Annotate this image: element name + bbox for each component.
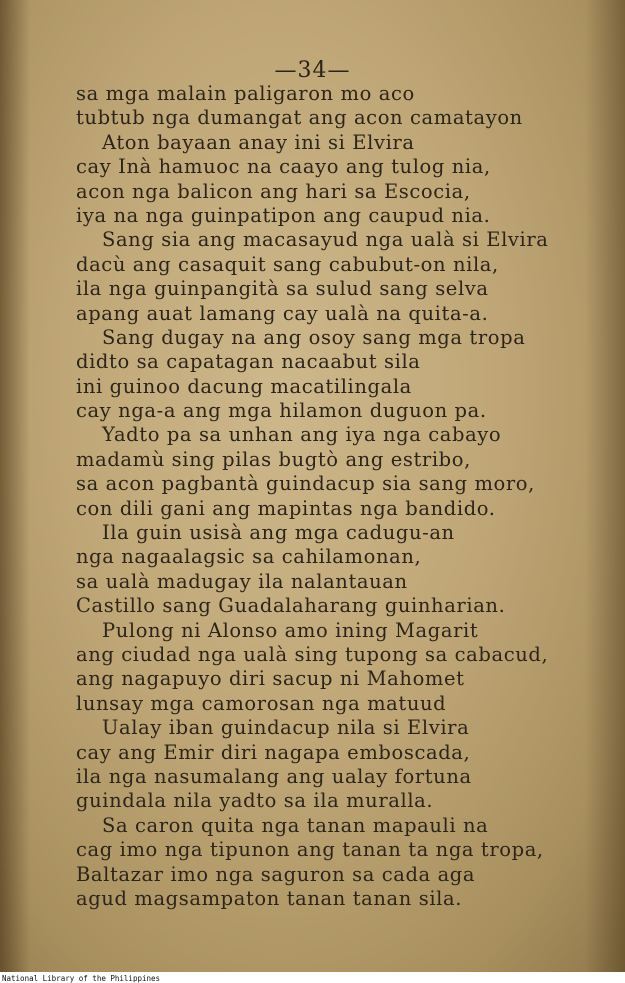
verse-line: apang auat lamang cay ualà na quita-a. bbox=[76, 301, 489, 325]
verse-line: Ila guin usisà ang mga cadugu-an bbox=[102, 521, 455, 545]
verse-line: Pulong ni Alonso amo ining Magarit bbox=[102, 618, 479, 642]
verse-line: lunsay mga camorosan nga matuud bbox=[76, 691, 447, 715]
verse-line: cay Inà hamuoc na caayo ang tulog nia, bbox=[76, 155, 491, 179]
verse-line: Sa caron quita nga tanan mapauli na bbox=[102, 813, 489, 837]
verse-line: cag imo nga tipunon ang tanan ta nga tropa, bbox=[76, 838, 544, 862]
verse-line: dacù ang casaquit sang cabubut-on nila, bbox=[76, 252, 499, 276]
verse-line: Castillo sang Guadalaharang guinharian. bbox=[76, 594, 506, 618]
verse-line: ila nga nasumalang ang ualay fortuna bbox=[76, 764, 472, 788]
verse-line: agud magsampaton tanan tanan sila. bbox=[76, 886, 463, 910]
verse-line: Baltazar imo nga saguron sa cada aga bbox=[76, 862, 476, 886]
verse-line: cay nga-a ang mga hilamon duguon pa. bbox=[76, 399, 487, 423]
verse-line: con dili gani ang mapintas nga bandido. bbox=[76, 496, 496, 520]
verse-line: didto sa capatagan nacaabut sila bbox=[76, 350, 421, 374]
verse-text bbox=[0, 82, 625, 911]
verse-line: sa ualà madugay ila nalantauan bbox=[76, 569, 408, 593]
verse-line: sa mga malain paligaron mo aco bbox=[76, 82, 415, 105]
verse-line: Sang sia ang macasayud nga ualà si Elvira bbox=[102, 228, 549, 252]
verse-line: tubtub nga dumangat ang acon camatayon bbox=[76, 106, 523, 130]
verse-line: Ualay iban guindacup nila si Elvira bbox=[102, 716, 470, 740]
verse-line: ila nga guinpangità sa sulud sang selva bbox=[76, 277, 489, 301]
verse-line: cay ang Emir diri nagapa emboscada, bbox=[76, 740, 471, 764]
verse-line: Aton bayaan anay ini si Elvira bbox=[102, 130, 415, 154]
verse-line: guindala nila yadto sa ila muralla. bbox=[76, 789, 434, 813]
verse-line: sa acon pagbantà guindacup sia sang moro, bbox=[76, 472, 535, 496]
verse-line: Yadto pa sa unhan ang iya nga cabayo bbox=[102, 423, 502, 447]
verse-line: iya na nga guinpatipon ang caupud nia. bbox=[76, 203, 491, 227]
verse-line: nga nagaalagsic sa cahilamonan, bbox=[76, 545, 422, 569]
library-credit: National Library of the Philippines bbox=[2, 974, 161, 983]
verse-line: Sang dugay na ang osoy sang mga tropa bbox=[102, 325, 526, 349]
verse-line: madamù sing pilas bugtò ang estribo, bbox=[76, 447, 471, 471]
verse-line: ini guinoo dacung macatilingala bbox=[76, 374, 412, 398]
page-number: —34— bbox=[274, 58, 351, 83]
verse-line: ang nagapuyo diri sacup ni Mahomet bbox=[76, 667, 465, 691]
verse-line: acon nga balicon ang hari sa Escocia, bbox=[76, 179, 471, 203]
verse-line: ang ciudad nga ualà sing tupong sa cabacud, bbox=[76, 642, 549, 666]
